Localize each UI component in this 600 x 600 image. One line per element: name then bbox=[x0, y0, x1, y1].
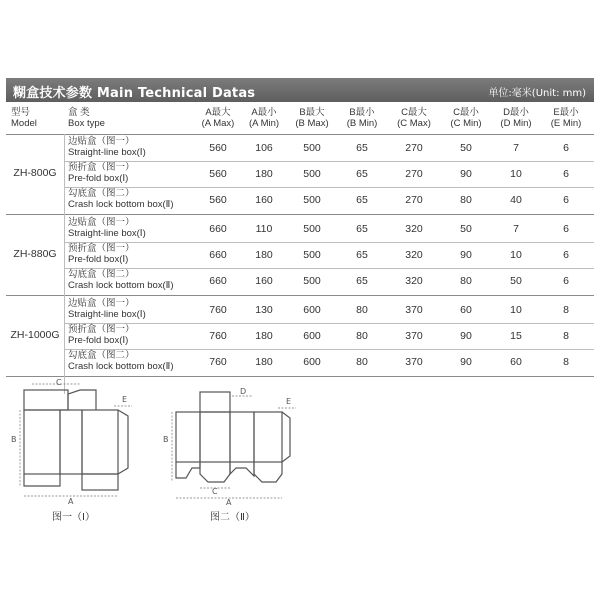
header-param-3 bbox=[340, 107, 384, 129]
header-param-2 bbox=[290, 107, 334, 129]
header-param-en: (D Min) bbox=[500, 118, 532, 129]
fig1-panel-3 bbox=[82, 410, 118, 474]
value-cell: 90 bbox=[460, 330, 472, 342]
value-cell: 370 bbox=[405, 356, 423, 368]
value-cell: 65 bbox=[356, 275, 368, 287]
table-title: 糊盒技术参数 Main Technical Datas bbox=[13, 86, 256, 101]
header-param-6 bbox=[494, 107, 538, 129]
value-cell: 8 bbox=[563, 356, 569, 368]
value-cell: 130 bbox=[255, 304, 273, 316]
header-param-en: (A Max) bbox=[201, 118, 235, 129]
value-cell: 60 bbox=[460, 304, 472, 316]
box-type-cell bbox=[68, 218, 146, 239]
value-cell: 660 bbox=[209, 223, 227, 235]
header-param-7 bbox=[544, 107, 588, 129]
fig2-label-b: B bbox=[163, 435, 169, 444]
fig1-top-flap-left bbox=[24, 390, 68, 410]
box-type-cn: 勾底盒（图二） bbox=[68, 269, 135, 280]
value-cell: 7 bbox=[513, 142, 519, 154]
value-cell: 600 bbox=[303, 356, 321, 368]
table-header-row bbox=[6, 102, 594, 134]
value-cell: 500 bbox=[303, 249, 321, 261]
table-row bbox=[6, 297, 594, 323]
fig2-label-c: C bbox=[212, 487, 218, 496]
fig2-lock-4 bbox=[254, 462, 282, 482]
value-cell: 660 bbox=[209, 275, 227, 287]
model-column-divider bbox=[64, 134, 65, 394]
value-cell: 760 bbox=[209, 330, 227, 342]
header-type-cn: 盒 类 bbox=[68, 107, 90, 118]
value-cell: 65 bbox=[356, 249, 368, 261]
group-divider bbox=[6, 214, 594, 215]
value-cell: 180 bbox=[255, 330, 273, 342]
header-param-en: (B Max) bbox=[295, 118, 329, 129]
value-cell: 160 bbox=[255, 275, 273, 287]
value-cell: 10 bbox=[510, 249, 522, 261]
value-cell: 320 bbox=[405, 223, 423, 235]
group-divider bbox=[6, 295, 594, 296]
fig2-label-e: E bbox=[286, 397, 292, 406]
box-type-cell bbox=[68, 325, 135, 346]
value-cell: 15 bbox=[510, 330, 522, 342]
box-type-cn: 边贴盒（图一） bbox=[68, 136, 135, 147]
header-model-cn: 型号 bbox=[11, 107, 31, 118]
header-param-cn: B最小 bbox=[349, 107, 375, 118]
value-cell: 50 bbox=[460, 223, 472, 235]
model-cell: ZH-880G bbox=[13, 248, 57, 260]
box-type-cn: 边贴盒（图一） bbox=[68, 217, 135, 228]
value-cell: 90 bbox=[460, 168, 472, 180]
value-cell: 80 bbox=[356, 356, 368, 368]
value-cell: 7 bbox=[513, 223, 519, 235]
box-type-en: Straight-line box(Ⅰ) bbox=[68, 227, 146, 239]
value-cell: 6 bbox=[563, 223, 569, 235]
value-cell: 8 bbox=[563, 330, 569, 342]
value-cell: 50 bbox=[460, 142, 472, 154]
value-cell: 10 bbox=[510, 168, 522, 180]
value-cell: 90 bbox=[460, 356, 472, 368]
value-cell: 320 bbox=[405, 275, 423, 287]
header-param-cn: C最大 bbox=[401, 107, 427, 118]
header-param-cn: C最小 bbox=[453, 107, 479, 118]
box-type-cell bbox=[68, 137, 146, 158]
value-cell: 6 bbox=[563, 142, 569, 154]
value-cell: 60 bbox=[510, 356, 522, 368]
value-cell: 500 bbox=[303, 168, 321, 180]
header-model-en: Model bbox=[11, 118, 37, 129]
value-cell: 760 bbox=[209, 304, 227, 316]
table-row bbox=[6, 323, 594, 349]
value-cell: 6 bbox=[563, 168, 569, 180]
value-cell: 65 bbox=[356, 194, 368, 206]
fig2-panel-3 bbox=[230, 412, 254, 462]
value-cell: 180 bbox=[255, 168, 273, 180]
fig1-bottom-flap-left bbox=[24, 474, 60, 486]
box-type-cell bbox=[68, 189, 174, 210]
value-cell: 500 bbox=[303, 223, 321, 235]
fig1-glue-flap bbox=[118, 410, 128, 474]
model-cell: ZH-1000G bbox=[10, 329, 60, 341]
box-type-cell bbox=[68, 299, 146, 320]
figure-2-diagram bbox=[162, 388, 302, 506]
fig2-top-flap bbox=[200, 392, 230, 412]
value-cell: 600 bbox=[303, 304, 321, 316]
value-cell: 560 bbox=[209, 194, 227, 206]
fig1-panel-1 bbox=[24, 410, 60, 474]
header-param-cn: A最小 bbox=[251, 107, 277, 118]
header-param-cn: B最大 bbox=[299, 107, 325, 118]
box-type-en: Pre-fold box(Ⅰ) bbox=[68, 172, 129, 184]
header-param-4 bbox=[392, 107, 436, 129]
value-cell: 560 bbox=[209, 168, 227, 180]
value-cell: 370 bbox=[405, 330, 423, 342]
value-cell: 500 bbox=[303, 194, 321, 206]
fig1-label-b: B bbox=[11, 435, 17, 444]
box-type-cell bbox=[68, 351, 174, 372]
fig2-label-d: D bbox=[240, 388, 247, 396]
fig1-top-flap-right bbox=[68, 390, 96, 410]
value-cell: 270 bbox=[405, 194, 423, 206]
table-row bbox=[6, 135, 594, 161]
value-cell: 80 bbox=[460, 194, 472, 206]
box-type-cn: 勾底盒（图二） bbox=[68, 350, 135, 361]
box-type-en: Straight-line box(Ⅰ) bbox=[68, 146, 146, 158]
figure-2-caption: 图二（Ⅱ） bbox=[210, 512, 255, 523]
header-box-type bbox=[68, 107, 105, 129]
value-cell: 65 bbox=[356, 223, 368, 235]
value-cell: 560 bbox=[209, 142, 227, 154]
value-cell: 760 bbox=[209, 356, 227, 368]
box-type-cn: 预折盒（图一） bbox=[68, 162, 135, 173]
header-param-en: (C Max) bbox=[397, 118, 431, 129]
header-param-cn: A最大 bbox=[205, 107, 231, 118]
box-type-en: Crash lock bottom box(Ⅱ) bbox=[68, 279, 174, 291]
value-cell: 270 bbox=[405, 168, 423, 180]
header-param-0 bbox=[196, 107, 240, 129]
box-type-cn: 预折盒（图一） bbox=[68, 243, 135, 254]
fig2-label-a: A bbox=[226, 498, 232, 506]
value-cell: 10 bbox=[510, 304, 522, 316]
header-param-5 bbox=[444, 107, 488, 129]
box-type-cn: 边贴盒（图一） bbox=[68, 298, 135, 309]
value-cell: 6 bbox=[563, 249, 569, 261]
box-type-en: Straight-line box(Ⅰ) bbox=[68, 308, 146, 320]
table-row bbox=[6, 242, 594, 268]
model-cell: ZH-800G bbox=[13, 167, 57, 179]
table-row bbox=[6, 161, 594, 187]
fig1-label-e: E bbox=[122, 395, 128, 404]
fig2-panel-1 bbox=[176, 412, 200, 462]
fig2-panel-4 bbox=[254, 412, 282, 462]
box-type-cell bbox=[68, 270, 174, 291]
value-cell: 370 bbox=[405, 304, 423, 316]
table-row bbox=[6, 187, 594, 213]
box-type-en: Crash lock bottom box(Ⅱ) bbox=[68, 198, 174, 210]
value-cell: 80 bbox=[356, 330, 368, 342]
value-cell: 65 bbox=[356, 168, 368, 180]
value-cell: 600 bbox=[303, 330, 321, 342]
value-cell: 180 bbox=[255, 249, 273, 261]
value-cell: 500 bbox=[303, 142, 321, 154]
box-type-en: Crash lock bottom box(Ⅱ) bbox=[68, 360, 174, 372]
value-cell: 40 bbox=[510, 194, 522, 206]
value-cell: 110 bbox=[255, 223, 273, 235]
header-param-en: (B Min) bbox=[346, 118, 378, 129]
value-cell: 80 bbox=[460, 275, 472, 287]
fig2-lock-1 bbox=[176, 462, 200, 478]
fig1-bottom-flap-right bbox=[82, 474, 118, 490]
table-row bbox=[6, 349, 594, 375]
fig2-lock-2 bbox=[200, 462, 230, 482]
header-param-cn: E最小 bbox=[553, 107, 579, 118]
value-cell: 6 bbox=[563, 275, 569, 287]
figure-1-diagram bbox=[10, 378, 140, 506]
fig1-label-a: A bbox=[68, 497, 74, 506]
value-cell: 6 bbox=[563, 194, 569, 206]
value-cell: 8 bbox=[563, 304, 569, 316]
value-cell: 180 bbox=[255, 356, 273, 368]
value-cell: 160 bbox=[255, 194, 273, 206]
value-cell: 65 bbox=[356, 142, 368, 154]
fig2-panel-2 bbox=[200, 412, 230, 462]
box-type-cell bbox=[68, 163, 135, 184]
fig2-glue-flap bbox=[282, 412, 290, 462]
figure-1-caption: 图一（Ⅰ） bbox=[52, 512, 95, 523]
value-cell: 270 bbox=[405, 142, 423, 154]
value-cell: 320 bbox=[405, 249, 423, 261]
box-type-cell bbox=[68, 244, 135, 265]
value-cell: 660 bbox=[209, 249, 227, 261]
value-cell: 500 bbox=[303, 275, 321, 287]
value-cell: 50 bbox=[510, 275, 522, 287]
table-row bbox=[6, 216, 594, 242]
box-type-cn: 预折盒（图一） bbox=[68, 324, 135, 335]
value-cell: 90 bbox=[460, 249, 472, 261]
header-param-en: (E Min) bbox=[550, 118, 582, 129]
header-type-en: Box type bbox=[68, 118, 105, 129]
value-cell: 106 bbox=[255, 142, 273, 154]
header-param-cn: D最小 bbox=[503, 107, 529, 118]
header-param-1 bbox=[242, 107, 286, 129]
header-model bbox=[11, 107, 37, 129]
fig1-label-c: C bbox=[56, 378, 62, 387]
header-param-en: (C Min) bbox=[450, 118, 482, 129]
group-divider bbox=[6, 376, 594, 377]
unit-label: 单位:毫米(Unit: mm) bbox=[488, 88, 586, 99]
box-type-cn: 勾底盒（图二） bbox=[68, 188, 135, 199]
fig1-panel-2 bbox=[60, 410, 82, 474]
box-type-en: Pre-fold box(Ⅰ) bbox=[68, 334, 129, 346]
value-cell: 80 bbox=[356, 304, 368, 316]
fig2-lock-3 bbox=[230, 462, 254, 476]
table-row bbox=[6, 268, 594, 294]
header-param-en: (A Min) bbox=[248, 118, 280, 129]
box-type-en: Pre-fold box(Ⅰ) bbox=[68, 253, 129, 265]
table-title-bar bbox=[6, 78, 594, 102]
